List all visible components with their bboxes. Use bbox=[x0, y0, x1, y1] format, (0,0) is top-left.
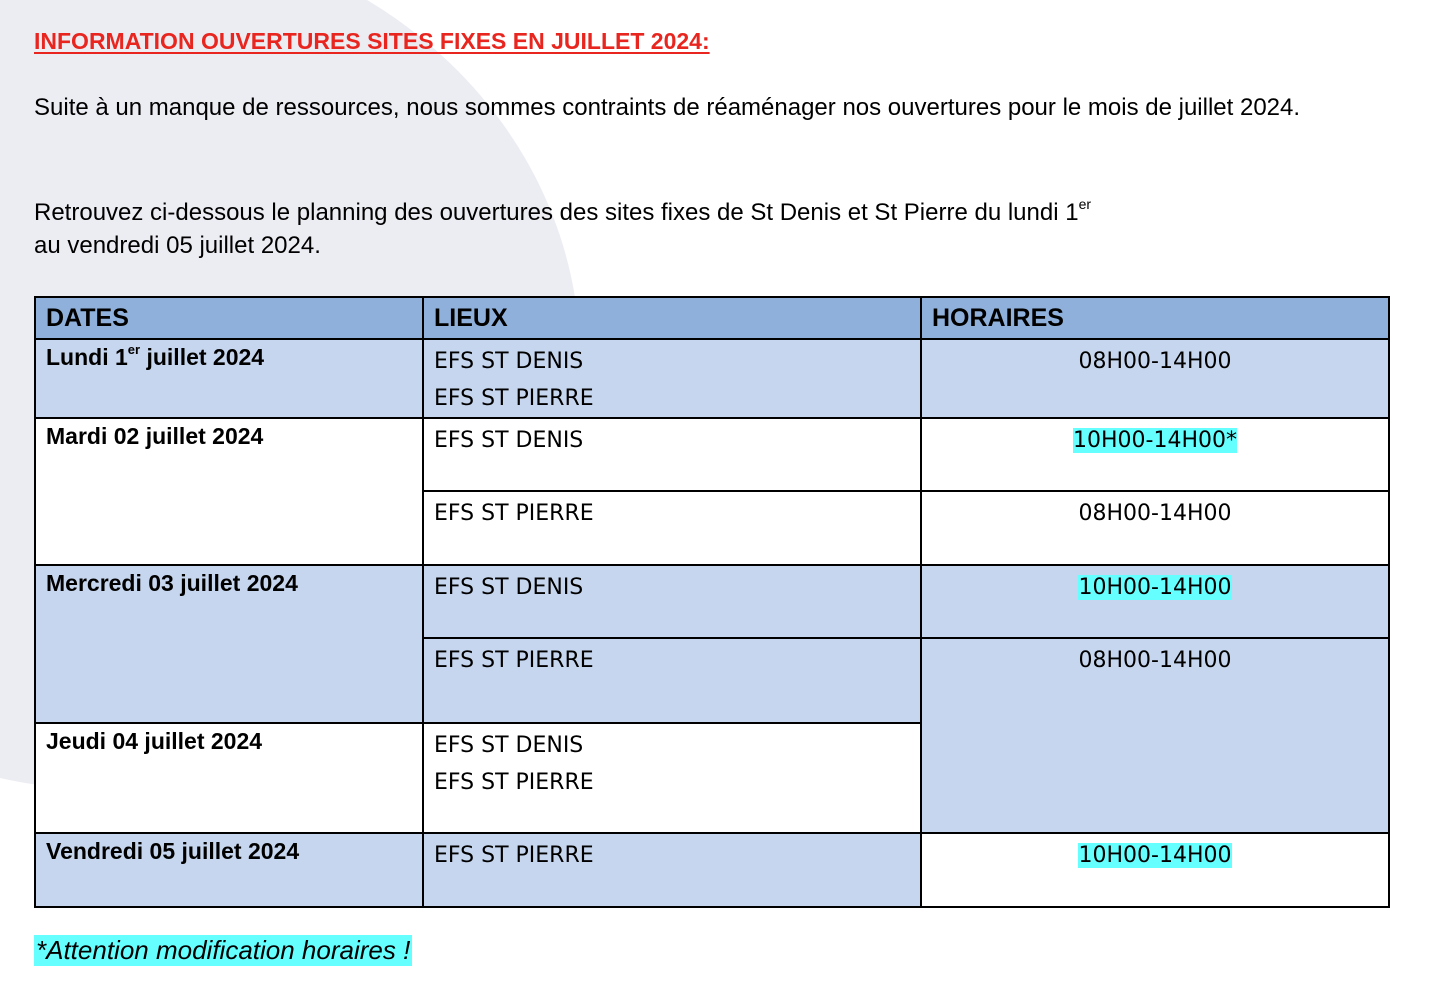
date-mardi: Mardi 02 juillet 2024 bbox=[46, 423, 264, 449]
lieu-cell bbox=[423, 565, 921, 638]
table-row bbox=[35, 418, 1389, 491]
intro-paragraph: Suite à un manque de ressources, nous sommes contraints de réaménager nos ouvertures pour le mois de juillet 2024. bbox=[34, 94, 1301, 121]
horaire-cell bbox=[921, 565, 1389, 638]
horaire-text: 08H00-14H00 bbox=[1078, 648, 1232, 673]
lieu-cell bbox=[423, 833, 921, 907]
lieu-cell bbox=[423, 723, 921, 833]
lieu-text: EFS ST PIERRE bbox=[434, 843, 594, 868]
lieu-cell bbox=[423, 418, 921, 491]
table-row bbox=[35, 833, 1389, 907]
schedule-table bbox=[34, 296, 1390, 908]
attention-note: *Attention modification horaires ! bbox=[36, 935, 411, 965]
lieu-text: EFS ST PIERRE bbox=[434, 648, 594, 673]
horaire-highlighted: 10H00-14H00 bbox=[1078, 843, 1232, 868]
table-row bbox=[35, 339, 1389, 418]
lieu-text: EFS ST PIERRE bbox=[434, 501, 594, 526]
lieu-cell bbox=[423, 491, 921, 565]
planning-text-end: au vendredi 05 juillet 2024. bbox=[34, 232, 321, 259]
lieu-text: EFS ST DENIS bbox=[434, 575, 584, 600]
horaire-highlighted: 10H00-14H00 bbox=[1078, 575, 1232, 600]
horaire-cell bbox=[921, 833, 1389, 907]
date-vendredi: Vendredi 05 juillet 2024 bbox=[46, 838, 300, 864]
date-cell bbox=[35, 418, 423, 565]
horaire-cell bbox=[921, 491, 1389, 565]
date-jeudi: Jeudi 04 juillet 2024 bbox=[46, 728, 263, 754]
header-dates: DATES bbox=[35, 297, 423, 339]
horaire-text: 08H00-14H00 bbox=[1078, 501, 1232, 526]
lieu-cell bbox=[423, 638, 921, 723]
lieu-text: EFS ST PIERRE bbox=[434, 386, 594, 411]
horaire-cell bbox=[921, 418, 1389, 491]
date-mercredi: Mercredi 03 juillet 2024 bbox=[46, 570, 298, 596]
header-lieux: LIEUX bbox=[423, 297, 921, 339]
date-lundi: Lundi 1er juillet 2024 bbox=[46, 342, 265, 370]
date-cell bbox=[35, 723, 423, 833]
horaire-cell bbox=[921, 339, 1389, 418]
superscript: er bbox=[1078, 196, 1092, 212]
planning-paragraph bbox=[34, 196, 1394, 262]
horaire-cell bbox=[921, 638, 1389, 833]
table-row bbox=[35, 565, 1389, 638]
lieu-text: EFS ST DENIS bbox=[434, 733, 584, 758]
horaire-highlighted: 10H00-14H00* bbox=[1072, 428, 1237, 453]
date-cell bbox=[35, 339, 423, 418]
page-title: INFORMATION OUVERTURES SITES FIXES EN JUILLET 2024: bbox=[34, 28, 710, 54]
table-header-row bbox=[35, 297, 1389, 339]
lieu-text: EFS ST PIERRE bbox=[434, 770, 594, 795]
lieu-text: EFS ST DENIS bbox=[434, 349, 584, 374]
lieu-cell bbox=[423, 339, 921, 418]
planning-text: Retrouvez ci-dessous le planning des ouvertures des sites fixes de St Denis et St Pierre du lundi 1 bbox=[34, 199, 1079, 226]
horaire-text: 08H00-14H00 bbox=[1078, 349, 1232, 374]
date-cell bbox=[35, 833, 423, 907]
header-horaires: HORAIRES bbox=[921, 297, 1389, 339]
lieu-text: EFS ST DENIS bbox=[434, 428, 584, 453]
date-cell bbox=[35, 565, 423, 723]
